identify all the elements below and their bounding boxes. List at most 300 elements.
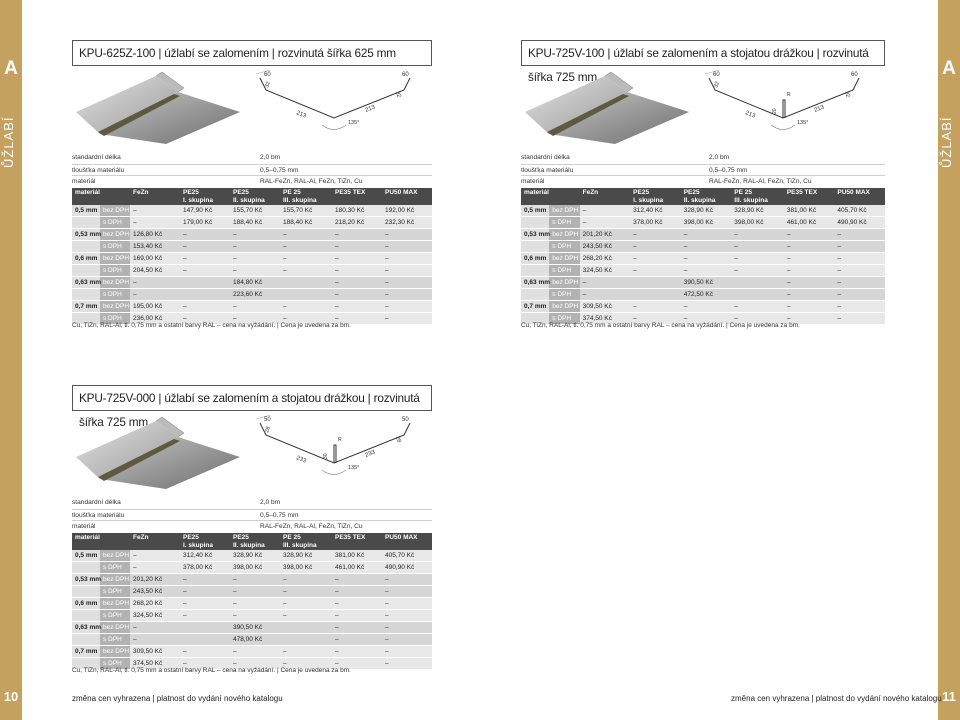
price-cell: – <box>130 622 180 634</box>
price-cell <box>630 277 681 289</box>
price-cell: – <box>382 586 432 598</box>
table-row <box>72 277 432 289</box>
price-cell: – <box>130 634 180 646</box>
price-cell: – <box>180 265 230 277</box>
product-properties <box>72 152 432 187</box>
price-cell: – <box>180 574 230 586</box>
vat-cell: s DPH <box>100 658 130 670</box>
column-header: PE25 I. skupina <box>180 188 230 205</box>
price-cell: 324,50 Kč <box>580 265 631 277</box>
dim-label: 32 <box>264 80 272 89</box>
footer-note: změna cen vyhrazena | platnost do vydání nového katalogu <box>731 694 942 703</box>
price-cell: – <box>382 229 432 241</box>
vat-cell: bez DPH <box>549 205 579 217</box>
table-row <box>72 289 432 301</box>
column-header: FeZn <box>130 533 180 550</box>
table-header <box>72 533 432 550</box>
price-cell: – <box>332 241 382 253</box>
price-cell: – <box>280 301 332 313</box>
table-row <box>72 586 432 598</box>
table-row <box>72 301 432 313</box>
right-section-tab <box>938 0 960 720</box>
price-cell: – <box>180 646 230 658</box>
product-photo <box>74 68 244 146</box>
price-cell: – <box>230 301 280 313</box>
price-cell: 204,50 Kč <box>130 265 180 277</box>
product-title: KPU-725V-100 | úžlabí se zalomením a stojatou drážkou | rozvinutá šířka 725 mm <box>521 40 885 66</box>
price-cell: 155,70 Kč <box>230 205 280 217</box>
column-header: PE 25 III. skupina <box>280 188 332 205</box>
vat-cell: s DPH <box>100 562 130 574</box>
product-properties <box>521 152 885 187</box>
price-cell: – <box>332 229 382 241</box>
price-cell: – <box>280 658 332 670</box>
price-cell: – <box>180 586 230 598</box>
price-cell: – <box>784 289 835 301</box>
price-cell: – <box>230 574 280 586</box>
dim-label: 28 <box>394 435 402 444</box>
price-cell: – <box>681 229 732 241</box>
thickness-cell <box>521 265 549 277</box>
price-cell: 312,40 Kč <box>180 550 230 562</box>
thickness-cell <box>72 586 100 598</box>
price-cell: – <box>230 646 280 658</box>
thickness-cell: 0,6 mm <box>72 253 100 265</box>
price-cell: 312,40 Kč <box>630 205 681 217</box>
price-cell: – <box>630 229 681 241</box>
price-cell: – <box>382 265 432 277</box>
price-cell: 268,20 Kč <box>130 598 180 610</box>
price-cell: – <box>681 265 732 277</box>
vat-cell: s DPH <box>549 265 579 277</box>
property-row <box>72 509 432 521</box>
price-cell <box>731 277 784 289</box>
dim-label: 233 <box>364 449 377 459</box>
vat-cell: s DPH <box>100 241 130 253</box>
profile-drawing-wrap <box>701 70 871 145</box>
price-cell: – <box>230 229 280 241</box>
profile-drawing-wrap <box>252 70 422 145</box>
profile-drawing <box>252 415 422 490</box>
price-cell: – <box>382 301 432 313</box>
price-cell: – <box>834 313 885 325</box>
price-cell: 490,90 Kč <box>834 217 885 229</box>
table-row <box>72 598 432 610</box>
price-cell: – <box>230 253 280 265</box>
price-cell <box>180 277 230 289</box>
table-row <box>72 229 432 241</box>
price-cell: – <box>332 313 382 325</box>
price-cell: – <box>180 241 230 253</box>
dim-label: 213 <box>744 110 756 120</box>
vat-cell: s DPH <box>549 313 579 325</box>
table-row <box>72 622 432 634</box>
footer-note: změna cen vyhrazena | platnost do vydání nového katalogu <box>72 694 283 703</box>
vat-cell: s DPH <box>100 586 130 598</box>
price-note: Cu, TiZn, RAL-Al, tl. 0,75 mm a ostatní barvy RAL – cena na vyžádání. | Cena je uvedena za bm. <box>72 667 351 674</box>
thickness-cell <box>521 217 549 229</box>
price-cell: – <box>332 646 382 658</box>
price-cell: – <box>580 277 631 289</box>
column-header: PE25 II. skupina <box>230 533 280 550</box>
price-cell: – <box>630 301 681 313</box>
price-cell: 461,00 Kč <box>332 562 382 574</box>
price-cell: 188,40 Kč <box>230 217 280 229</box>
vat-cell: bez DPH <box>100 598 130 610</box>
price-table <box>521 188 885 325</box>
price-cell: 179,00 Kč <box>180 217 230 229</box>
table-row <box>72 550 432 562</box>
dim-label: 60 <box>264 72 271 78</box>
price-cell: – <box>784 277 835 289</box>
vat-cell: s DPH <box>549 289 579 301</box>
price-note: Cu, TiZn, RAL-Al, tl. 0,75 mm a ostatní barvy RAL – cena na vyžádání. | Cena je uvedena za bm. <box>521 322 800 329</box>
table-row <box>521 229 885 241</box>
price-cell: – <box>630 253 681 265</box>
price-cell: – <box>834 229 885 241</box>
price-cell: – <box>332 253 382 265</box>
price-cell: 192,00 Kč <box>382 205 432 217</box>
section-letter: A <box>4 58 18 79</box>
table-row <box>521 253 885 265</box>
price-cell: – <box>130 205 180 217</box>
price-cell: 180,30 Kč <box>332 205 382 217</box>
price-cell: – <box>630 265 681 277</box>
price-cell: 328,90 Kč <box>280 550 332 562</box>
price-cell: 153,40 Kč <box>130 241 180 253</box>
column-header: materiál <box>72 533 130 550</box>
product-title: KPU-725V-000 | úžlabí se zalomením a stojatou drážkou | rozvinutá šířka 725 mm <box>72 385 432 411</box>
property-label: materiál <box>521 178 545 185</box>
price-cell: – <box>580 217 631 229</box>
price-cell: – <box>382 610 432 622</box>
price-cell: – <box>180 229 230 241</box>
price-cell: 328,90 Kč <box>731 205 784 217</box>
price-cell <box>731 289 784 301</box>
price-cell: – <box>180 301 230 313</box>
price-cell: – <box>681 313 732 325</box>
price-cell: 405,70 Kč <box>382 550 432 562</box>
column-header: PE25 I. skupina <box>630 188 681 205</box>
price-cell: 195,00 Kč <box>130 301 180 313</box>
price-cell: – <box>784 313 835 325</box>
column-header: PE35 TEX <box>332 188 382 205</box>
price-cell: – <box>834 265 885 277</box>
price-cell: – <box>382 646 432 658</box>
table-row <box>521 205 885 217</box>
price-cell: 169,00 Kč <box>130 253 180 265</box>
price-note: Cu, TiZn, RAL-Al, tl. 0,75 mm a ostatní barvy RAL – cena na vyžádání. | Cena je uvedena za bm. <box>72 322 351 329</box>
dim-label: 233 <box>295 455 307 465</box>
property-value: RAL-FeZn, RAL-Al, FeZn, TiZn, Cu <box>260 178 363 185</box>
section-letter: A <box>942 58 956 79</box>
price-cell: – <box>280 598 332 610</box>
dim-label: 32 <box>713 80 721 89</box>
price-cell: – <box>580 289 631 301</box>
product-photo-wrap <box>74 68 244 146</box>
price-cell: – <box>130 550 180 562</box>
thickness-cell: 0,6 mm <box>72 598 100 610</box>
dim-label: 50 <box>264 417 271 423</box>
price-cell: 472,50 Kč <box>681 289 732 301</box>
price-cell: 398,00 Kč <box>280 562 332 574</box>
property-label: tloušťka materiálu <box>72 511 125 519</box>
property-label: materiál <box>72 178 96 185</box>
page-number: 10 <box>3 689 19 704</box>
price-cell: – <box>230 610 280 622</box>
property-value: RAL-FeZn, RAL-Al, FeZn, TiZn, Cu <box>260 523 363 530</box>
vat-cell: bez DPH <box>100 622 130 634</box>
price-cell: 478,00 Kč <box>230 634 280 646</box>
price-cell: – <box>834 253 885 265</box>
price-cell: – <box>280 241 332 253</box>
property-value: 2,0 bm <box>709 154 730 161</box>
price-cell <box>280 277 332 289</box>
thickness-cell <box>72 634 100 646</box>
thickness-cell <box>521 289 549 301</box>
price-cell: – <box>630 313 681 325</box>
thickness-cell: 0,5 mm <box>521 205 549 217</box>
price-cell: – <box>731 301 784 313</box>
price-cell: – <box>681 253 732 265</box>
price-cell: 309,50 Kč <box>130 646 180 658</box>
dim-label: 50 <box>402 417 409 423</box>
vat-cell: s DPH <box>549 241 579 253</box>
column-header: PU50 MAX <box>382 188 432 205</box>
dim-label: R <box>338 437 342 443</box>
table-row <box>521 277 885 289</box>
thickness-cell: 0,5 mm <box>72 205 100 217</box>
section-name: ŮŽLABÍ <box>939 116 954 168</box>
price-cell: – <box>332 277 382 289</box>
price-cell: – <box>630 241 681 253</box>
price-cell: – <box>332 610 382 622</box>
price-cell: – <box>280 610 332 622</box>
price-cell: – <box>332 265 382 277</box>
vat-cell: bez DPH <box>100 277 130 289</box>
price-cell: – <box>332 301 382 313</box>
property-label: standardní délka <box>72 499 121 506</box>
property-row <box>521 152 885 164</box>
thickness-cell <box>72 610 100 622</box>
vat-cell: bez DPH <box>100 550 130 562</box>
property-row <box>72 164 432 176</box>
price-cell: – <box>382 289 432 301</box>
price-cell: 126,80 Kč <box>130 229 180 241</box>
price-table <box>72 533 432 670</box>
thickness-cell <box>72 562 100 574</box>
product-kpu-725v-000 <box>72 385 432 685</box>
thickness-cell: 0,63 mm <box>521 277 549 289</box>
product-properties <box>72 497 432 532</box>
table-row <box>72 253 432 265</box>
price-cell: 309,50 Kč <box>580 301 631 313</box>
property-row <box>72 152 432 164</box>
price-cell: – <box>382 241 432 253</box>
vat-cell: bez DPH <box>100 646 130 658</box>
profile-drawing <box>701 70 871 145</box>
price-cell: 381,00 Kč <box>332 550 382 562</box>
price-cell: – <box>280 229 332 241</box>
price-cell: – <box>130 562 180 574</box>
table-header <box>72 188 432 205</box>
property-value: 0,5–0,75 mm <box>260 511 299 519</box>
price-cell: 374,50 Kč <box>130 658 180 670</box>
price-cell: 243,50 Kč <box>130 586 180 598</box>
price-cell: – <box>834 289 885 301</box>
vat-cell: bez DPH <box>549 253 579 265</box>
thickness-cell <box>521 241 549 253</box>
price-cell: – <box>834 301 885 313</box>
vat-cell: bez DPH <box>100 301 130 313</box>
price-cell: – <box>280 253 332 265</box>
dim-label: 60 <box>402 72 409 78</box>
price-cell: – <box>731 313 784 325</box>
dim-label: 135° <box>348 465 360 471</box>
vat-cell: s DPH <box>100 289 130 301</box>
price-cell: – <box>230 586 280 598</box>
price-cell: – <box>332 586 382 598</box>
dim-label: 213 <box>813 104 826 114</box>
table-row <box>72 241 432 253</box>
price-cell: 223,60 Kč <box>230 289 280 301</box>
property-value: 2,0 bm <box>260 499 281 506</box>
dim-label: 213 <box>295 110 307 120</box>
price-cell: – <box>382 634 432 646</box>
price-cell: 147,90 Kč <box>180 205 230 217</box>
product-photo-wrap <box>523 68 693 146</box>
price-cell: – <box>784 253 835 265</box>
thickness-cell <box>72 217 100 229</box>
price-cell: – <box>731 253 784 265</box>
price-cell: 184,80 Kč <box>230 277 280 289</box>
vat-cell: s DPH <box>100 634 130 646</box>
price-cell: – <box>681 301 732 313</box>
price-cell: – <box>731 265 784 277</box>
product-kpu-625z-100 <box>72 40 432 340</box>
table-row <box>72 205 432 217</box>
table-header <box>521 188 885 205</box>
price-cell: – <box>332 634 382 646</box>
price-cell: – <box>280 265 332 277</box>
vat-cell: s DPH <box>100 610 130 622</box>
thickness-cell: 0,7 mm <box>72 301 100 313</box>
price-cell: 243,50 Kč <box>580 241 631 253</box>
price-cell: 155,70 Kč <box>280 205 332 217</box>
price-cell: – <box>180 313 230 325</box>
price-cell: – <box>332 622 382 634</box>
price-cell: 390,50 Kč <box>230 622 280 634</box>
price-cell: 390,50 Kč <box>681 277 732 289</box>
price-cell: 398,00 Kč <box>681 217 732 229</box>
price-cell: 461,00 Kč <box>784 217 835 229</box>
price-cell: – <box>332 574 382 586</box>
vat-cell: bez DPH <box>100 574 130 586</box>
price-cell <box>180 622 230 634</box>
price-cell: 398,00 Kč <box>230 562 280 574</box>
table-row <box>72 634 432 646</box>
table-row <box>521 289 885 301</box>
vat-cell: s DPH <box>100 217 130 229</box>
thickness-cell: 0,53 mm <box>521 229 549 241</box>
price-cell: – <box>834 241 885 253</box>
property-label: standardní délka <box>72 154 121 161</box>
price-cell: – <box>130 277 180 289</box>
price-cell: – <box>731 229 784 241</box>
product-photo <box>523 68 693 146</box>
price-cell: – <box>130 289 180 301</box>
column-header: materiál <box>521 188 580 205</box>
price-cell: 328,90 Kč <box>681 205 732 217</box>
price-cell: – <box>230 598 280 610</box>
price-cell: – <box>280 313 332 325</box>
price-cell: – <box>230 658 280 670</box>
column-header: FeZn <box>130 188 180 205</box>
price-cell: 201,20 Kč <box>580 229 631 241</box>
property-value: 2,0 bm <box>260 154 281 161</box>
property-label: tloušťka materiálu <box>72 166 125 174</box>
thickness-cell: 0,7 mm <box>521 301 549 313</box>
table-row <box>72 610 432 622</box>
price-cell: 201,20 Kč <box>130 574 180 586</box>
price-cell <box>180 289 230 301</box>
column-header: PE 25 III. skupina <box>280 533 332 550</box>
table-row <box>72 217 432 229</box>
price-cell: 218,20 Kč <box>332 217 382 229</box>
price-cell: – <box>230 241 280 253</box>
price-cell: – <box>332 598 382 610</box>
price-cell: – <box>332 289 382 301</box>
price-cell: – <box>130 217 180 229</box>
price-cell: – <box>784 241 835 253</box>
product-photo-wrap <box>74 413 244 491</box>
property-label: tloušťka materiálu <box>521 166 574 174</box>
price-cell: – <box>681 241 732 253</box>
price-cell: – <box>580 205 631 217</box>
price-cell: – <box>731 241 784 253</box>
thickness-cell <box>72 265 100 277</box>
price-cell <box>630 289 681 301</box>
price-cell <box>180 634 230 646</box>
price-cell: – <box>280 574 332 586</box>
price-cell: 398,00 Kč <box>731 217 784 229</box>
price-cell: 232,30 Kč <box>382 217 432 229</box>
product-kpu-725v-100 <box>521 40 885 340</box>
property-row <box>521 175 885 187</box>
price-cell: – <box>382 598 432 610</box>
price-cell: – <box>332 658 382 670</box>
property-value: 0,5–0,75 mm <box>260 166 299 174</box>
vat-cell: bez DPH <box>549 277 579 289</box>
column-header: PE25 II. skupina <box>681 188 732 205</box>
table-row <box>521 241 885 253</box>
table-row <box>72 646 432 658</box>
section-name: ŮŽLABÍ <box>1 116 16 168</box>
property-label: materiál <box>72 523 96 530</box>
vat-cell: s DPH <box>100 265 130 277</box>
price-cell: – <box>834 277 885 289</box>
column-header: PE35 TEX <box>332 533 382 550</box>
table-row <box>72 574 432 586</box>
thickness-cell: 0,53 mm <box>72 229 100 241</box>
price-cell: – <box>382 574 432 586</box>
price-cell: – <box>382 622 432 634</box>
dim-label: R <box>787 92 791 98</box>
left-section-tab <box>0 0 22 720</box>
dim-label: 20 <box>772 108 778 114</box>
price-cell: – <box>382 658 432 670</box>
price-cell: 378,00 Kč <box>630 217 681 229</box>
